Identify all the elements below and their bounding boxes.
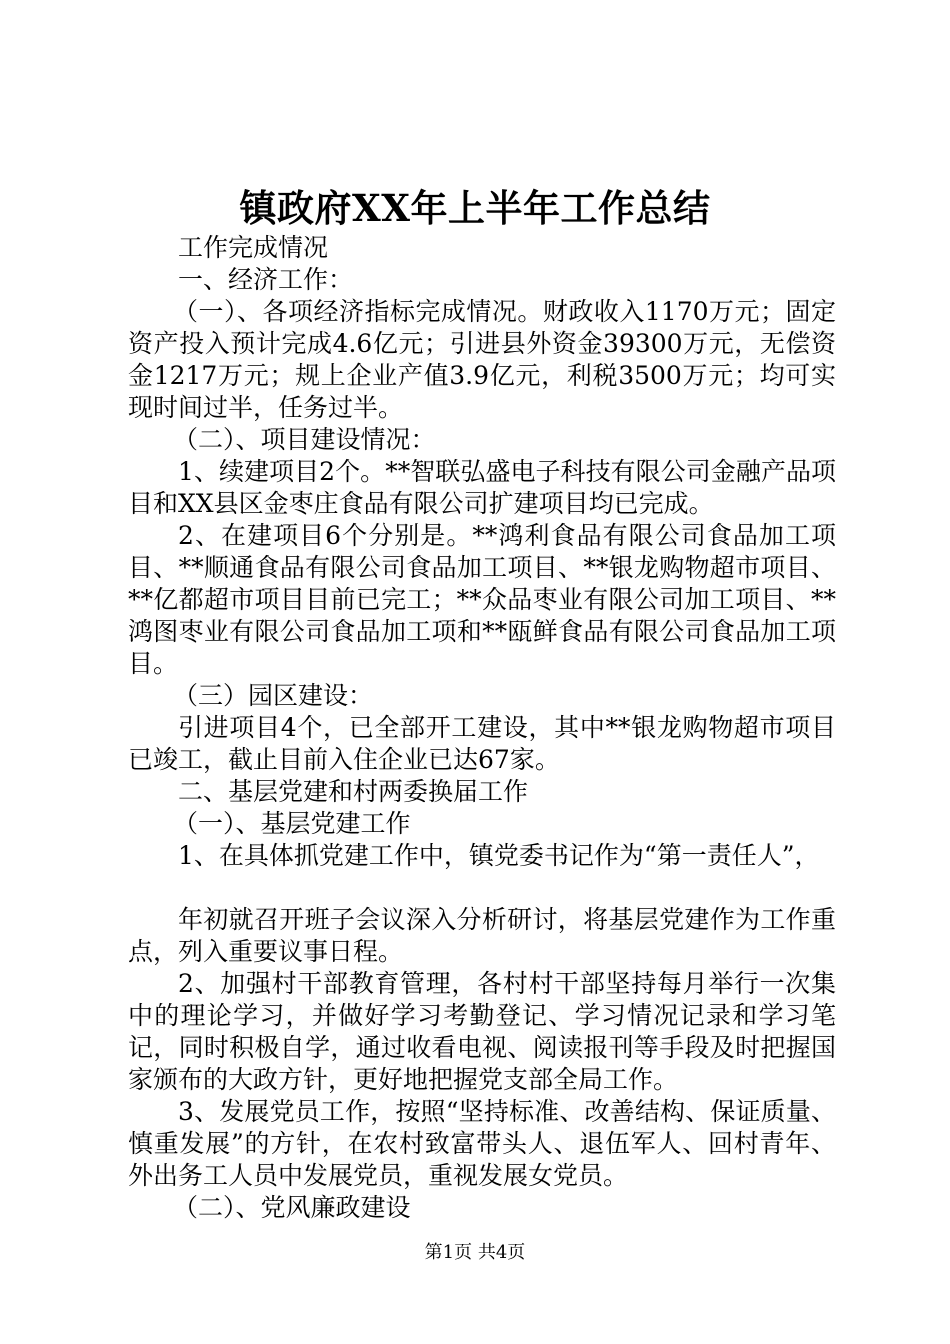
paragraph-cadre-education: 2、加强村干部教育管理，各村村干部坚持每月举行一次集中的理论学习，并做好学习考勤登记、学习情况记录和学习笔记，同时积极自学，通过收看电视、阅读报刊等手段及时把握国家颁布的大政方针，更好地把握党支部全局工作。 xyxy=(128,969,836,1094)
heading-project-construction: （二）、项目建设情况： xyxy=(173,425,436,454)
blank-line xyxy=(128,872,836,904)
document-title: 镇政府XX年上半年工作总结 xyxy=(239,186,711,230)
paragraph-continued-projects: 1、续建项目2个。**智联弘盛电子科技有限公司金融产品项目和XX县区金枣庄食品有限公司扩建项目均已完成。 xyxy=(128,457,836,518)
heading-economic-work: 一、经济工作： xyxy=(178,265,354,294)
heading-grassroots-party-building: （一）、基层党建工作 xyxy=(173,809,411,838)
document-body xyxy=(128,232,836,1224)
heading-party-building: 二、基层党建和村两委换届工作 xyxy=(178,777,529,806)
page-footer: 第1页 共4页 xyxy=(424,1242,526,1263)
paragraph-economic-indicators: （一）、各项经济指标完成情况。财政收入1170万元；固定资产投入预计完成4.6亿元；引进县外资金39300万元，无偿资金1217万元；规上企业产值3.9亿元，利税3500万元；均可实现时间过半，任务过半。 xyxy=(128,297,836,422)
paragraph-first-responsible-person: 1、在具体抓党建工作中，镇党委书记作为“第一责任人”， xyxy=(178,841,820,870)
heading-clean-governance: （二）、党风廉政建设 xyxy=(173,1193,411,1222)
paragraph-projects-under-construction: 2、在建项目6个分别是。**鸿利食品有限公司食品加工项目、**顺通食品有限公司食品加工项目、**银龙购物超市项目、**亿都超市项目目前已完工；**众品枣业有限公司加工项目、**鸿图枣业有限公司食品加工项和**瓯鲜食品有限公司食品加工项目。 xyxy=(128,521,836,678)
paragraph-work-completion: 工作完成情况 xyxy=(178,233,329,262)
paragraph-party-member-development: 3、发展党员工作，按照“坚持标准、改善结构、保证质量、慎重发展”的方针，在农村致富带头人、退伍军人、回村青年、外出务工人员中发展党员，重视发展女党员。 xyxy=(128,1097,836,1190)
paragraph-park-projects: 引进项目4个，已全部开工建设，其中**银龙购物超市项目已竣工，截止目前入住企业已达67家。 xyxy=(128,713,836,774)
heading-park-construction: （三）园区建设： xyxy=(173,681,374,710)
paragraph-annual-meeting: 年初就召开班子会议深入分析研讨，将基层党建作为工作重点，列入重要议事日程。 xyxy=(128,905,836,966)
